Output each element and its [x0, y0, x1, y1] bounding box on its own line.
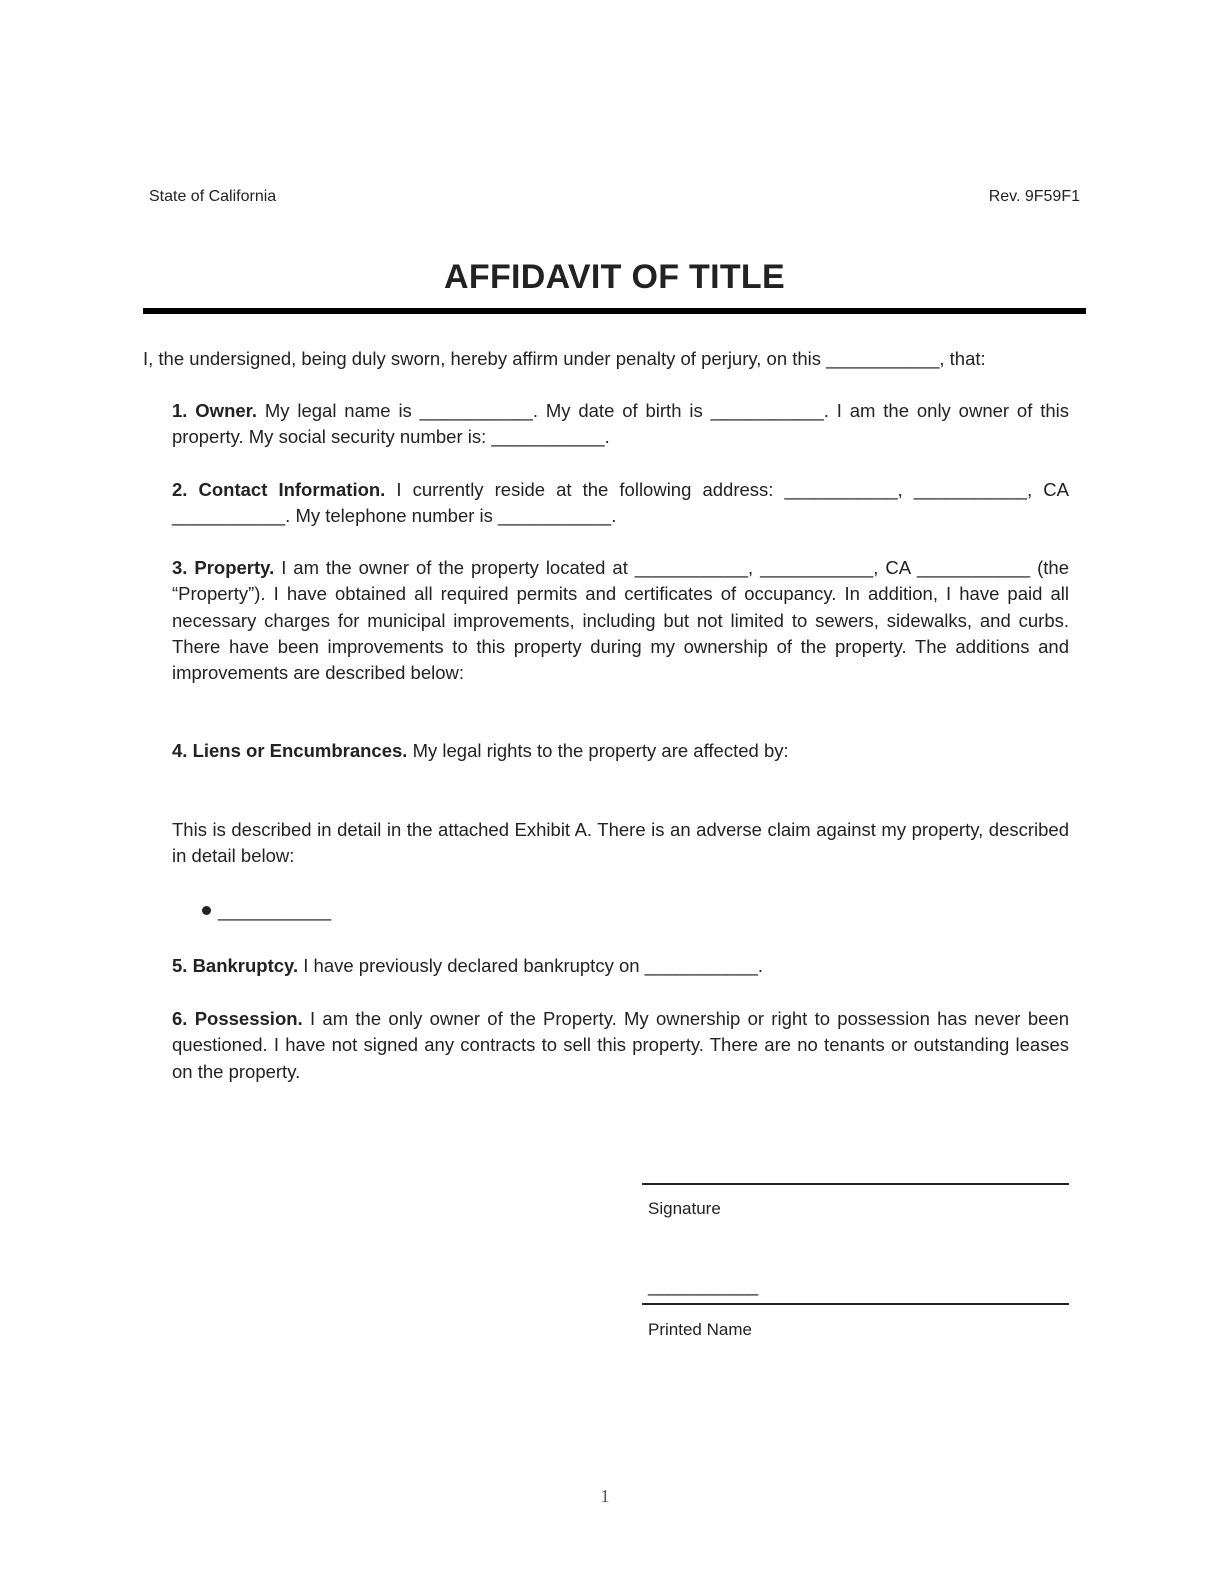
section-heading: 6. Possession. [172, 1008, 303, 1029]
section-possession [172, 1006, 1069, 1085]
section-heading: 4. Liens or Encumbrances. [172, 740, 408, 761]
printed-name-label: Printed Name [648, 1320, 752, 1339]
section-heading: 3. Property. [172, 557, 275, 578]
section-text: I am the only owner of the Property. My ownership or right to possession has never been questioned. I have not signed any contracts to sell this property. There are no tenants or outstanding leases on the property. [172, 1008, 1069, 1082]
section-liens [172, 738, 1069, 764]
section-text: I have previously declared bankruptcy on ___________. [298, 955, 764, 976]
bullet-text: ___________ [218, 900, 332, 921]
section-text: I currently reside at the following address: ___________, ___________, CA ___________. My telephone number is ___________. [172, 479, 1069, 527]
signature-label: Signature [648, 1199, 721, 1218]
section-heading: 5. Bankruptcy. [172, 955, 299, 976]
section-heading: 2. Contact Information. [172, 479, 386, 500]
exhibit-paragraph [172, 817, 1069, 870]
section-heading: 1. Owner. [172, 400, 257, 421]
section-bankruptcy [172, 953, 1069, 979]
section-owner [172, 398, 1069, 451]
revision-label: Rev. 9F59F1 [988, 188, 1080, 205]
section-text: My legal rights to the property are affected by: [407, 740, 789, 761]
printed-name-line [642, 1303, 1069, 1305]
adverse-claim-bullet [202, 900, 331, 922]
section-property [172, 555, 1069, 686]
page-number: 1 [600, 1486, 610, 1506]
bullet-dot-icon [202, 906, 211, 915]
section-text: This is described in detail in the attached Exhibit A. There is an adverse claim against my property, described in detail below: [172, 819, 1069, 867]
section-text: I am the owner of the property located at ___________, ___________, CA ___________ (the “Property”). I have obtained all required permits and certificates of occupancy. In addition, I have paid all necessary charges for municipal improvements, including but not limited to sewers, sidewalks, and curbs. There have been improvements to this property during my ownership of the property. The additions and improvements are described below: [172, 557, 1069, 684]
section-text: My legal name is ___________. My date of birth is ___________. I am the only owner of this property. My social security number is: ___________. [172, 400, 1069, 448]
title-divider [143, 308, 1086, 314]
state-label: State of California [149, 188, 277, 205]
signature-line [642, 1183, 1069, 1185]
section-contact-information [172, 477, 1069, 530]
intro-paragraph: I, the undersigned, being duly sworn, hereby affirm under penalty of perjury, on this ___________, that: [143, 348, 986, 369]
printed-name-value: ___________ [648, 1276, 759, 1296]
document-title: AFFIDAVIT OF TITLE [444, 258, 785, 296]
